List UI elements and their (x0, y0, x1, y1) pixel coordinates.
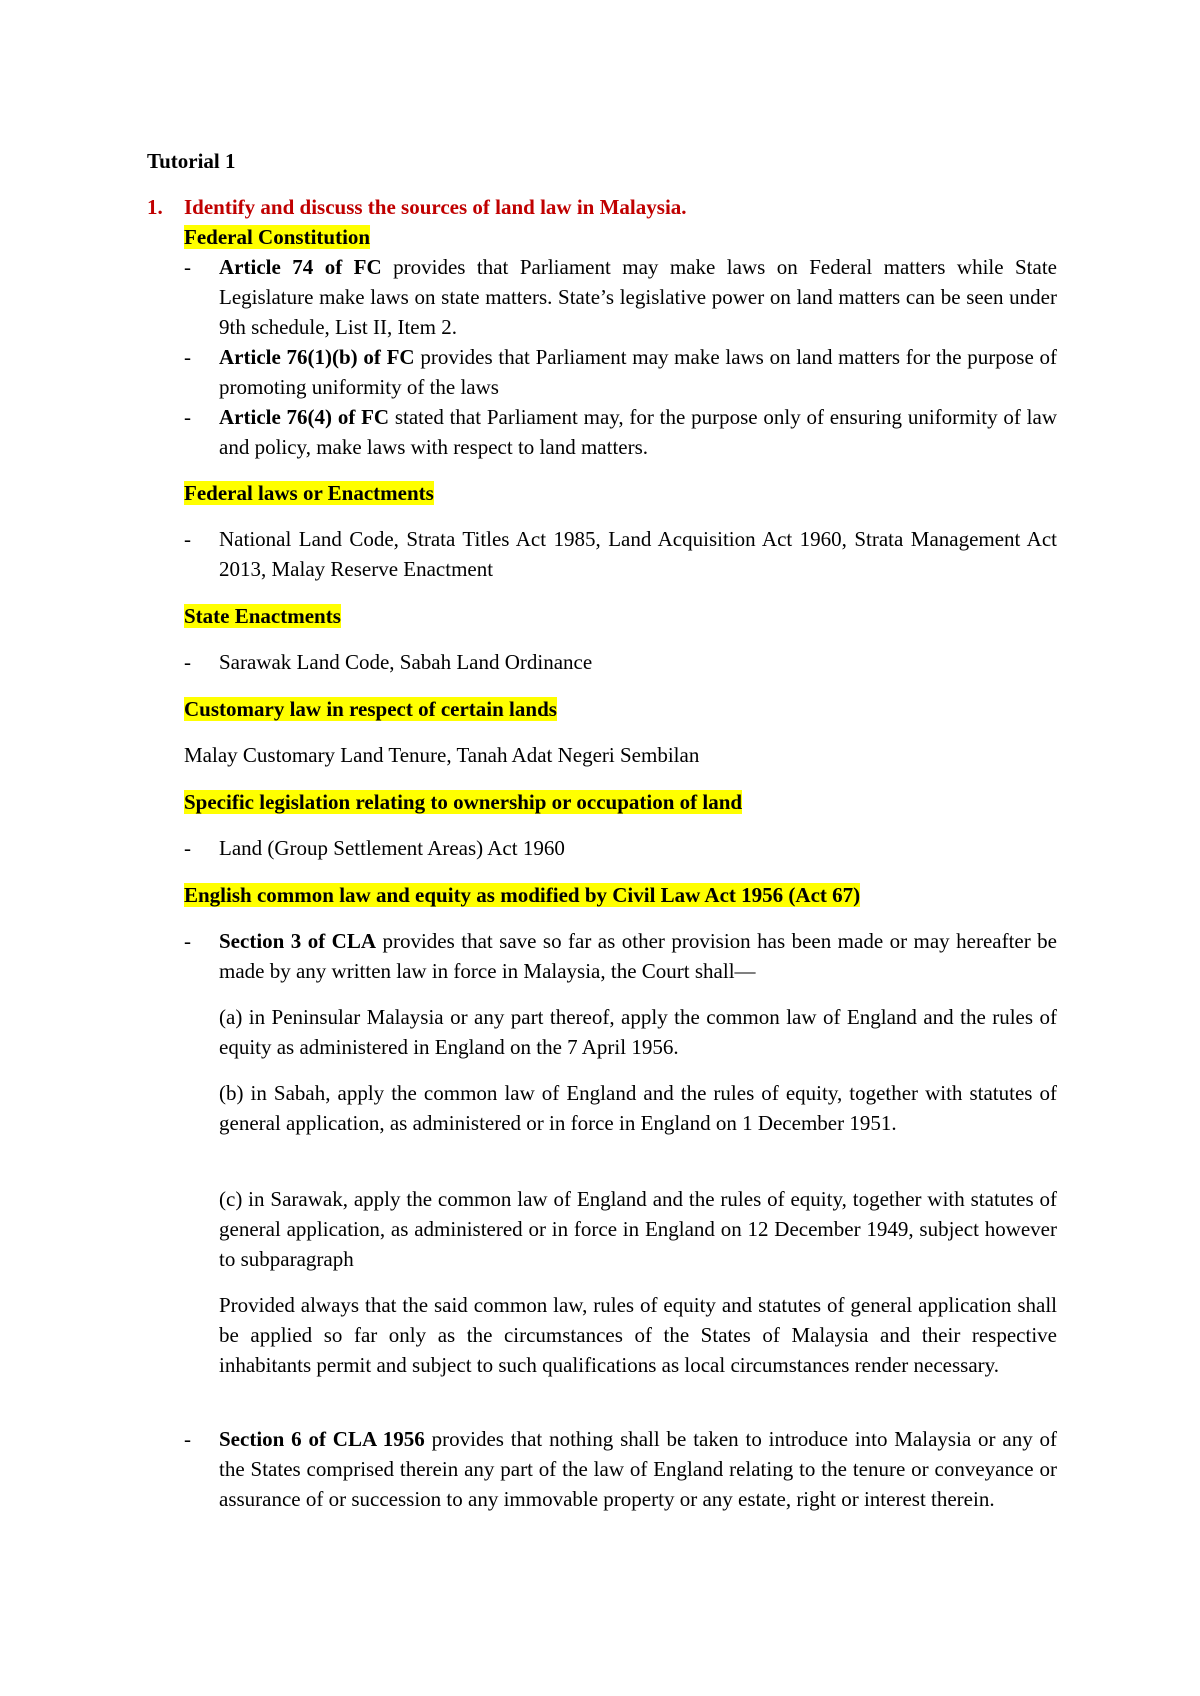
question-text: Identify and discuss the sources of land law in Malaysia. (184, 195, 687, 219)
bullet-dash: - (184, 255, 191, 279)
section-heading-federal-constitution: Federal Constitution (184, 225, 371, 249)
paragraph-b: (b) in Sabah, apply the common law of England and the rules of equity, together with statutes of general application, as administered or in force in England on 1 December 1951. (219, 1081, 1057, 1135)
list-item-article-76-4: - Article 76(4) of FC stated that Parliament may, for the purpose only of ensuring uniformity of law and policy, make laws with respect to land matters. (184, 402, 1057, 462)
customary-law-text: Malay Customary Land Tenure, Tanah Adat Negeri Sembilan (184, 743, 700, 767)
document-title: Tutorial 1 (147, 149, 236, 173)
section-heading-state-enactments: State Enactments (184, 604, 341, 628)
question-1 (147, 192, 687, 222)
list-item-specific-legislation: - Land (Group Settlement Areas) Act 1960 (184, 833, 1057, 863)
list-item-section-6-cla: - Section 6 of CLA 1956 provides that nothing shall be taken to introduce into Malaysia or any of the States comprised therein any part of the law of England relating to the tenure or conveyance or assurance of or succession to any immovable property or any estate, right or interest therein. (184, 1424, 1057, 1544)
paragraph-a: (a) in Peninsular Malaysia or any part thereof, apply the common law of England and the rules of equity as administered in England on the 7 April 1956. (219, 1005, 1057, 1059)
citation-article-74: Article 74 of FC (219, 255, 382, 279)
question-number: 1. (147, 195, 163, 219)
citation-article-76-1-b: Article 76(1)(b) of FC (219, 345, 415, 369)
bullet-dash: - (184, 836, 191, 860)
paragraph-c: (c) in Sarawak, apply the common law of England and the rules of equity, together with statutes of general application, as administered or in force in England on 12 December 1949, subject however to subparagraph (219, 1187, 1057, 1271)
list-item-federal-laws: - National Land Code, Strata Titles Act 1985, Land Acquisition Act 1960, Strata Management Act 2013, Malay Reserve Enactment (184, 524, 1057, 584)
section-heading-customary-law: Customary law in respect of certain lands (184, 697, 557, 721)
citation-article-76-4: Article 76(4) of FC (219, 405, 390, 429)
bullet-dash: - (184, 650, 191, 674)
paragraph-proviso: Provided always that the said common law, rules of equity and statutes of general application shall be applied so far only as the circumstances of the States of Malaysia and their respective inhabitants permit and subject to such qualifications as local circumstances render necessary. (219, 1293, 1057, 1377)
bullet-dash: - (184, 527, 191, 551)
section-heading-federal-laws: Federal laws or Enactments (184, 481, 434, 505)
list-item-state-enactments: - Sarawak Land Code, Sabah Land Ordinance (184, 647, 1057, 677)
bullet-dash: - (184, 1427, 191, 1451)
list-item-article-76-1-b: - Article 76(1)(b) of FC provides that Parliament may make laws on land matters for the purpose of promoting uniformity of the laws (184, 342, 1057, 402)
citation-section-3-cla: Section 3 of CLA (219, 929, 377, 953)
citation-section-6-cla: Section 6 of CLA 1956 (219, 1427, 425, 1451)
bullet-dash: - (184, 929, 191, 953)
bullet-dash: - (184, 345, 191, 369)
bullet-dash: - (184, 405, 191, 429)
section-heading-english-common-law: English common law and equity as modified by Civil Law Act 1956 (Act 67) (184, 883, 861, 907)
section-heading-specific-legislation: Specific legislation relating to ownership or occupation of land (184, 790, 743, 814)
list-item-section-3-cla: - Section 3 of CLA provides that save so far as other provision has been made or may hereafter be made by any written law in force in Malaysia, the Court shall— (184, 926, 1057, 986)
list-item-article-74: - Article 74 of FC provides that Parliament may make laws on Federal matters while State Legislature make laws on state matters. State’s legislative power on land matters can be seen under 9th schedule, List II, Item 2. (184, 252, 1057, 342)
